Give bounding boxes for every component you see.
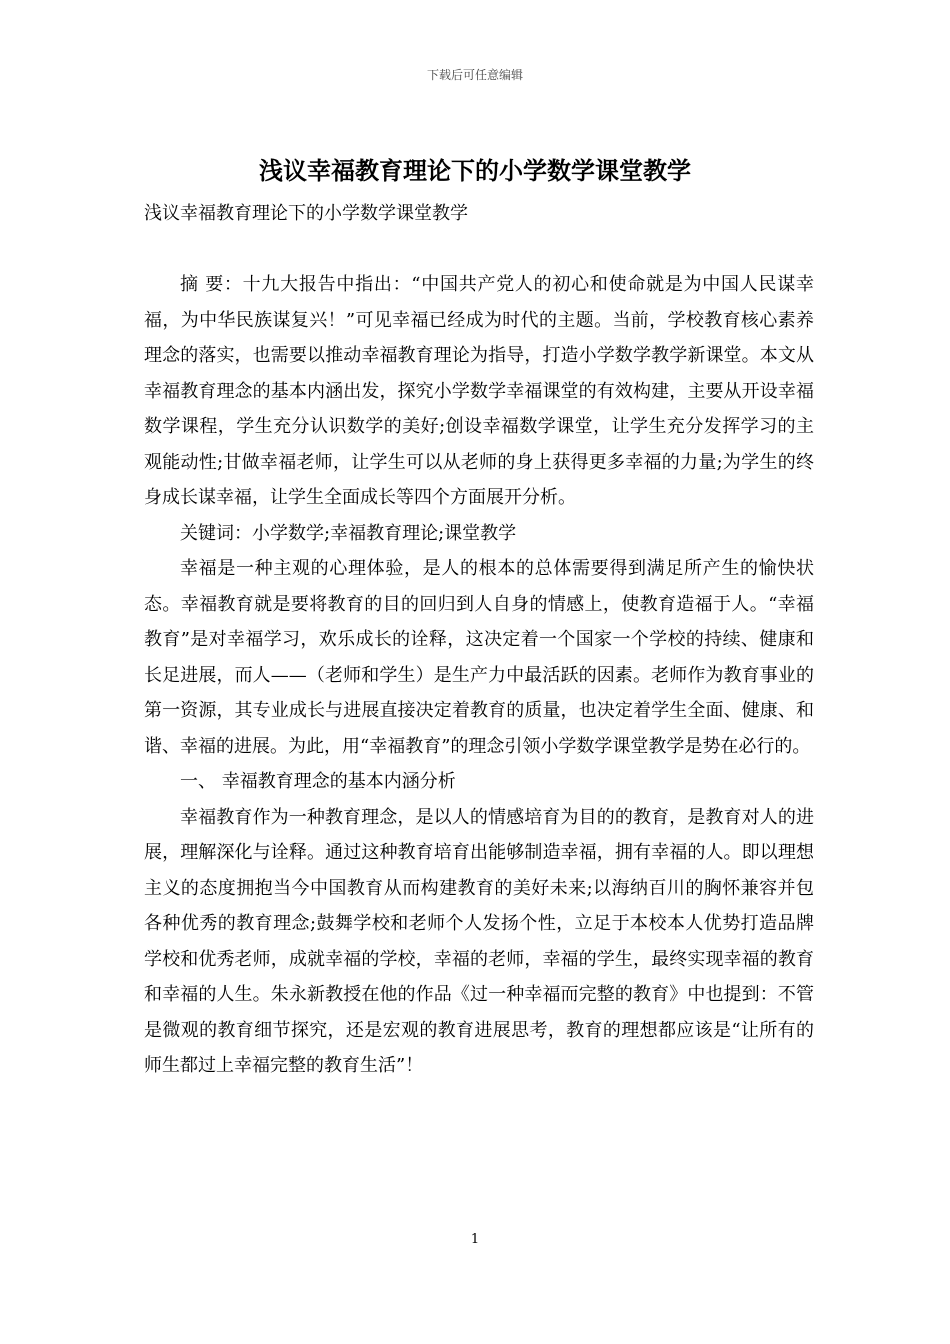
spacer bbox=[144, 232, 814, 268]
page-header: 下载后可任意编辑 bbox=[426, 68, 523, 82]
section-heading-1: 一、 幸福教育理念的基本内涵分析 bbox=[180, 771, 456, 792]
body-paragraph-2: 幸福教育作为一种教育理念，是以人的情感培育为目的的教育，是教育对人的进展，理解深化与诠释。通过这种教育培育出能够制造幸福，拥有幸福的人。即以理想主义的态度拥抱当今中国教育从而构建教育的美好未来;以海纳百川的胸怀兼容并包各种优秀的教育理念;鼓舞学校和老师个人发扬个性，立足于本校本人优势打造品牌学校和优秀老师，成就幸福的学校，幸福的老师，幸福的学生，最终实现幸福的教育和幸福的人生。朱永新教授在他的作品《过一种幸福而完整的教育》中也提到：不管是微观的教育细节探究，还是宏观的教育进展思考，教育的理想都应该是“让所有的师生都过上幸福完整的教育生活”！ bbox=[144, 806, 814, 1076]
body-paragraph-1: 幸福是一种主观的心理体验，是人的根本的总体需要得到满足所产生的愉快状态。幸福教育就是要将教育的目的回归到人自身的情感上，使教育造福于人。“幸福教育”是对幸福学习，欢乐成长的诠释，这决定着一个国家一个学校的持续、健康和长足进展，而人——（老师和学生）是生产力中最活跃的因素。老师作为教育事业的第一资源，其专业成长与进展直接决定着教育的质量，也决定着学生全面、健康、和谐、幸福的进展。为此，用“幸福教育”的理念引领小学数学课堂教学是势在必行的。 bbox=[144, 558, 814, 757]
keywords-line: 关键词：小学数学;幸福教育理论;课堂教学 bbox=[180, 522, 517, 544]
document-title: 浅议幸福教育理论下的小学数学课堂教学 bbox=[259, 157, 691, 185]
page-number: 1 bbox=[470, 1232, 480, 1247]
document-subtitle: 浅议幸福教育理论下的小学数学课堂教学 bbox=[144, 203, 468, 224]
document-body bbox=[144, 196, 814, 1084]
abstract-paragraph: 摘 要：十九大报告中指出：“中国共产党人的初心和使命就是为中国人民谋幸福，为中华民族谋复兴！”可见幸福已经成为时代的主题。当前，学校教育核心素养理念的落实，也需要以推动幸福教育理论为指导，打造小学数学教学新课堂。本文从幸福教育理念的基本内涵出发，探究小学数学幸福课堂的有效构建，主要从开设幸福数学课程，学生充分认识数学的美好;创设幸福数学课堂，让学生充分发挥学习的主观能动性;甘做幸福老师，让学生可以从老师的身上获得更多幸福的力量;为学生的终身成长谋幸福，让学生全面成长等四个方面展开分析。 bbox=[144, 274, 814, 508]
